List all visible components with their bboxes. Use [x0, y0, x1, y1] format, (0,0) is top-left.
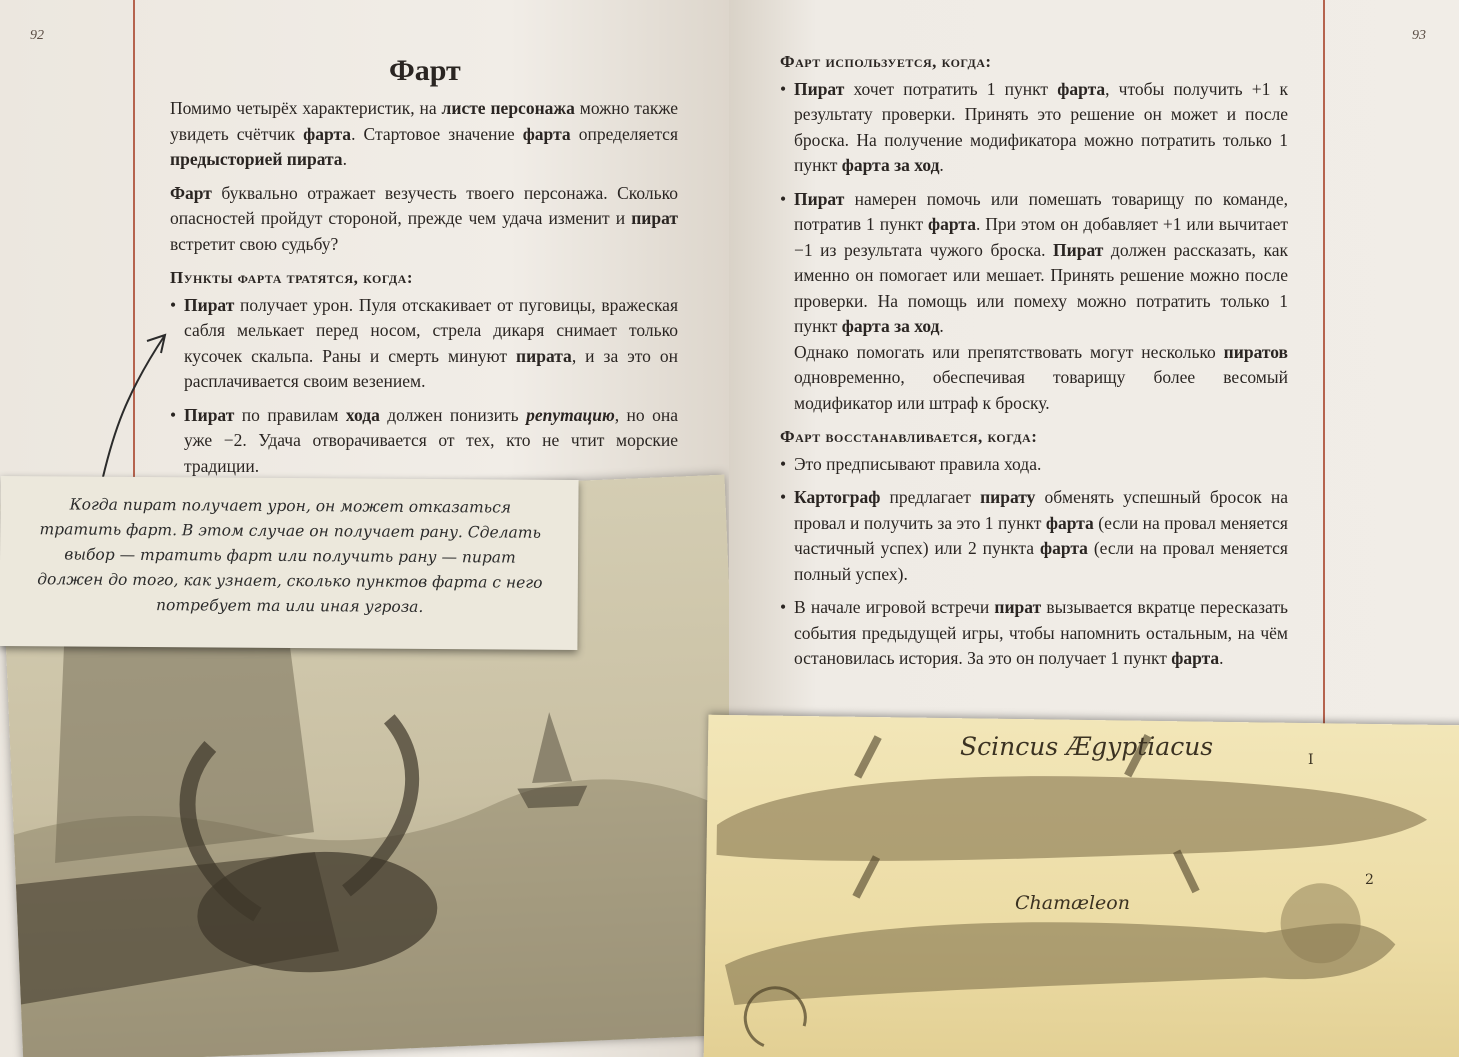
figure-number-1: I — [1308, 752, 1314, 768]
paragraph-intro: Помимо четырёх характеристик, на листе персонажа можно также увидеть счётчик фарта. Стартовое значение фарта определяется предысторией пирата. — [170, 98, 679, 169]
left-body — [170, 96, 678, 487]
list-item: • Пират по правилам хода должен понизить репутацию, но она уже −2. Удача отворачивается от тех, кто не чтит морские традиции. — [170, 403, 678, 480]
list-item: • Пират получает урон. Пуля отскакивает от пуговицы, вражеская сабля мелькает перед носом, стрела дикаря снимает только кусочек скальпа. Раны и смерть минуют пирата, и за это он расплачивается своим везением. — [170, 293, 678, 395]
page-title: Фарт — [389, 54, 461, 87]
reptile-engraving — [704, 715, 1459, 1057]
figure-number-2: 2 — [1365, 872, 1374, 888]
left-page-number: 92 — [30, 28, 44, 43]
heading-spent: Пункты фарта тратятся, когда: — [170, 268, 413, 287]
label-scincus: Scincus Ægyptiacus — [960, 732, 1214, 761]
list-item: • В начале игровой встречи пират вызывается вкратце пересказать события предыдущей игры, чтобы напомнить остальным, на чём остановилась история. За это он получает 1 пункт фарта. — [780, 595, 1288, 672]
label-chamaeleon: Chamæleon — [1015, 892, 1130, 914]
heading-restored: Фарт восстанавливается, когда: — [780, 427, 1038, 446]
lizards-illustration — [704, 715, 1459, 1057]
restored-list — [780, 452, 1288, 672]
list-item: • Пират намерен помочь или помешать товарищу по команде, потратив 1 пункт фарта. При этом он добавляет +1 или вычитает −1 из результата чужого броска. Пират должен рассказать, как именно он помогает или мешает. Принять решение можно после проверки. На помощь или помеху можно потратить только 1 пункт фарта за ход. — [780, 187, 1288, 340]
list-item: • Это предписывают правила хода. — [780, 452, 1288, 478]
used-list — [780, 77, 1288, 340]
note-text: Когда пират получает урон, он может отказаться тратить фарт. В этом случае он получает рану. Сделать выбор — тратить фарт или получить рану — пират должен до того, как узнает, сколько пунктов фарта с него потребует та или иная угроза. — [37, 495, 543, 616]
paragraph-several-pirates: Однако помогать или препятствовать могут несколько пиратов одновременно, обеспечивая товарищу более весомый модификатор или штраф к броску. — [794, 341, 1288, 413]
list-item: • Пират хочет потратить 1 пункт фарта, чтобы получить +1 к результату проверки. Принять это решение он может и после броска. На получение модификатора можно потратить только 1 пункт фарта за ход. — [780, 77, 1288, 179]
paragraph-luck: Фарт буквально отражает везучесть твоего персонажа. Сколько опасностей пройдут стороной, прежде чем удача изменит и пират встретит свою судьбу? — [170, 182, 678, 254]
right-page-number: 93 — [1412, 28, 1426, 43]
right-body — [780, 45, 1288, 680]
heading-used: Фарт используется, когда: — [780, 52, 992, 71]
handwritten-note — [0, 476, 579, 650]
list-item: • Картограф предлагает пирату обменять успешный бросок на провал и получить за это 1 пункт фарта (если на провал меняется частичный успех) или 2 пункта фарта (если на провал меняется полный успех). — [780, 485, 1288, 587]
spent-list — [170, 293, 678, 480]
arrow-icon — [95, 325, 175, 485]
